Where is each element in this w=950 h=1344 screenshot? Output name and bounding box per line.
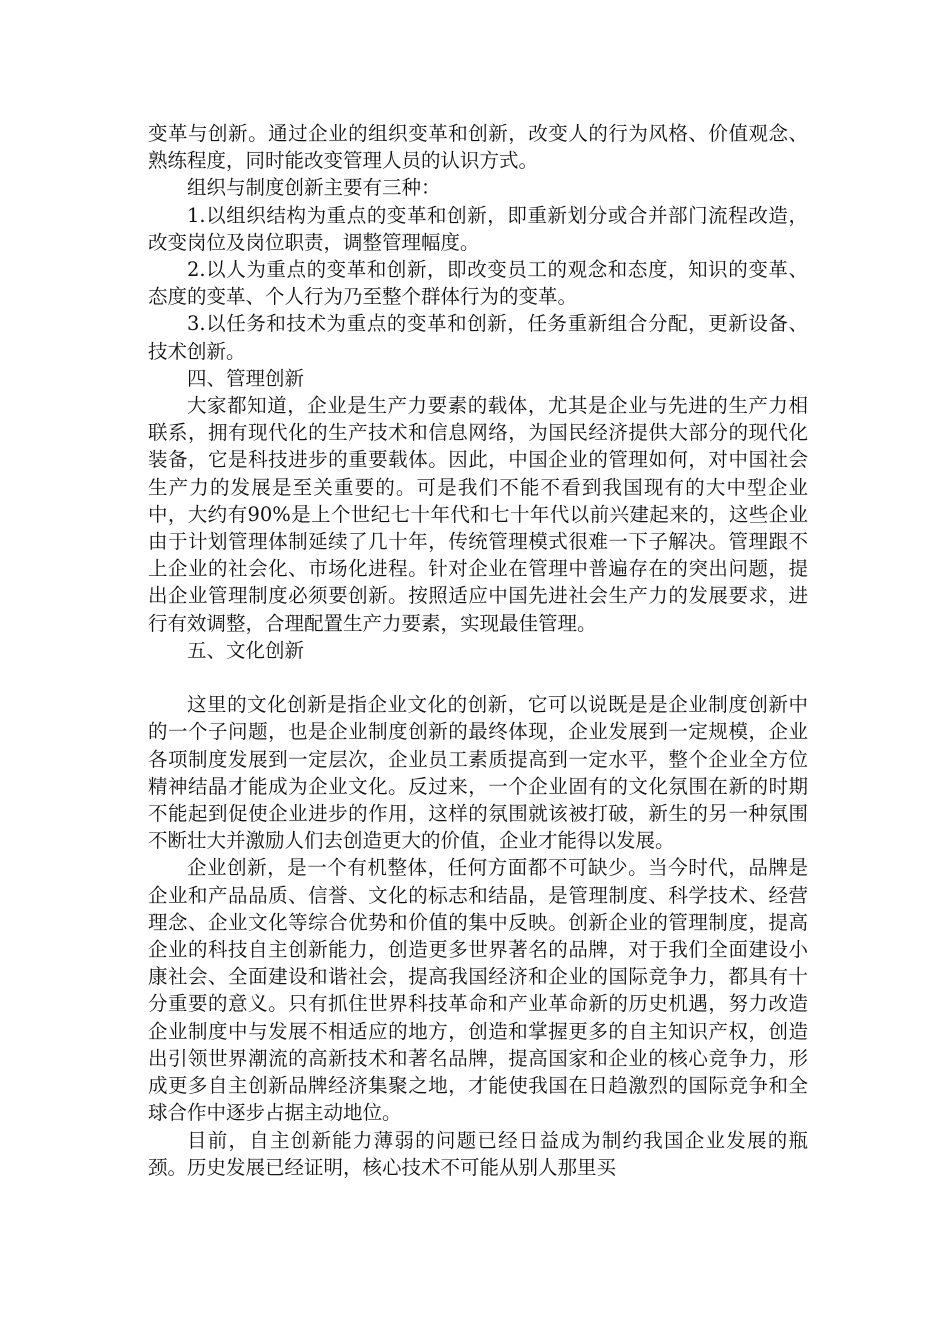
paragraph-continuation: 变革与创新。通过企业的组织变革和创新，改变人的行为风格、价值观念、熟练程度，同时能改变管理人员的认识方式。 [148, 122, 808, 173]
paragraph-enterprise-innovation: 企业创新，是一个有机整体，任何方面都不可缺少。当今时代，品牌是企业和产品品质、信誉、文化的标志和结晶，是管理制度、科学技术、经营理念、企业文化等综合优势和价值的集中反映。创新企业的管理制度，提高企业的科技自主创新能力，创造更多世界著名的品牌，对于我们全面建设小康社会、全面建设和谐社会，提高我国经济和企业的国际竞争力，都具有十分重要的意义。只有抓住世界科技革命和产业革命新的历史机遇，努力改造企业制度中与发展不相适应的地方，创造和掌握更多的自主知识产权，创造出引领世界潮流的高新技术和著名品牌，提高国家和企业的核心竞争力，形成更多自主创新品牌经济集聚之地，才能使我国在日趋激烈的国际竞争和全球合作中逐步占据主动地位。 [148, 856, 808, 1125]
paragraph-culture-innovation: 这里的文化创新是指企业文化的创新，它可以说既是是企业制度创新中的一个子问题，也是企业制度创新的最终体现，企业发展到一定规模，企业各项制度发展到一定层次，企业员工素质提高到一定水平，整个企业全方位精神结晶才能成为企业文化。反过来，一个企业固有的文化氛围在新的时期不能起到促使企业进步的作用，这样的氛围就该被打破，新生的另一种氛围不断壮大并激励人们去创造更大的价值，企业才能得以发展。 [148, 693, 808, 853]
paragraph-current-situation: 目前，自主创新能力薄弱的问题已经日益成为制约我国企业发展的瓶颈。历史发展已经证明，核心技术不可能从别人那里买 [148, 1128, 808, 1179]
section-heading-culture-innovation: 五、文化创新 [187, 638, 305, 662]
document-page [148, 120, 808, 1181]
paragraph-type-3: 3.以任务和技术为重点的变革和创新，任务重新组合分配，更新设备、技术创新。 [148, 312, 808, 363]
blank-line [148, 664, 808, 691]
paragraph-management-innovation: 大家都知道，企业是生产力要素的载体，尤其是企业与先进的生产力相联系，拥有现代化的生产技术和信息网络，为国民经济提供大部分的现代化装备，它是科技进步的重要载体。因此，中国企业的管理如何，对中国社会生产力的发展是至关重要的。可是我们不能不看到我国现有的大中型企业中，大约有90%是上个世纪七十年代和七十年代以前兴建起来的，这些企业由于计划管理体制延续了几十年，传统管理模式很难一下子解决。管理跟不上企业的社会化、市场化进程。针对企业在管理中普遍存在的突出问题，提出企业管理制度必须要创新。按照适应中国先进社会生产力的发展要求，进行有效调整，合理配置生产力要素，实现最佳管理。 [148, 394, 808, 635]
paragraph-innovation-types-intro: 组织与制度创新主要有三种： [187, 176, 441, 200]
section-heading-management-innovation: 四、管理创新 [187, 366, 305, 390]
paragraph-type-2: 2.以人为重点的变革和创新，即改变员工的观念和态度，知识的变革、态度的变革、个人行为乃至整个群体行为的变革。 [148, 258, 808, 309]
paragraph-type-1: 1.以组织结构为重点的变革和创新，即重新划分或合并部门流程改造，改变岗位及岗位职责，调整管理幅度。 [148, 203, 808, 254]
